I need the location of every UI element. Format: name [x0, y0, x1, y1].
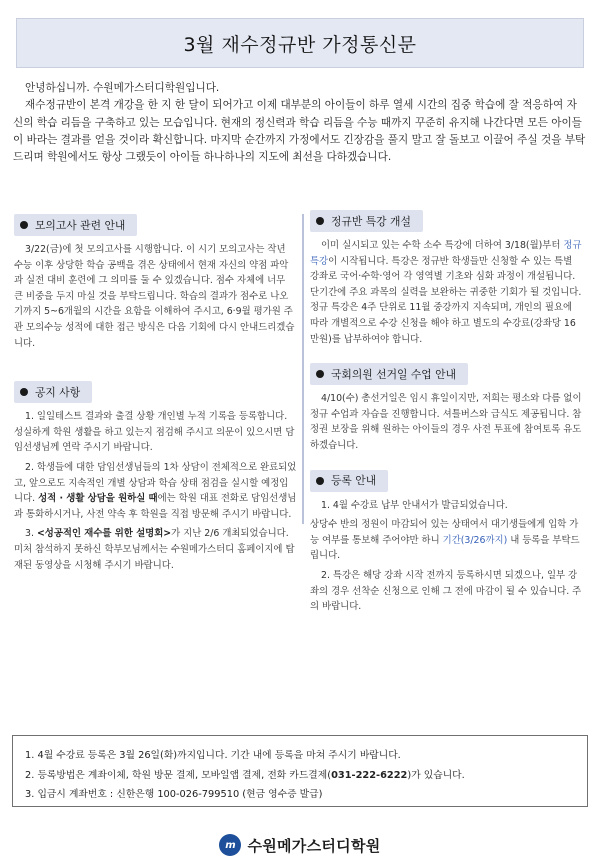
intro-greeting: 안녕하십니까. 수원메가스터디학원입니다. — [25, 82, 220, 94]
mock-exam-body: 3/22(금)에 첫 모의고사를 시행합니다. 이 시기 모의고사는 작년 수능 이후 상당한 학습 공백을 겪은 상태에서 현재 자신의 약점 파악과 실전 대비 훈련에 그 의미를 둘 수 있겠습니다. 점수 자체에 너무 큰 비중을 두지 마실 것을 부탁드립니다. 학습의 결과가 점수로 나오기까지 5~6개월의 시간을 요함을 이해하여 주시고, 6·9월 평가원 주관 모의수능 성적에 대한 접근 방식은 다음 기회에 다시 안내드리겠습니다. — [14, 244, 295, 349]
section-special-lecture — [310, 210, 584, 347]
right-column — [310, 210, 584, 619]
section-heading: 국회의원 선거일 수업 안내 — [310, 363, 468, 385]
phone-number: 031-222-6222 — [331, 769, 408, 781]
logo-icon: m — [219, 834, 241, 856]
section-register — [310, 470, 584, 615]
column-divider — [302, 214, 304, 524]
section-mock-exam — [14, 214, 297, 351]
bullet-icon — [316, 217, 324, 225]
bullet-icon — [20, 221, 28, 229]
section-heading: 정규반 특강 개설 — [310, 210, 423, 232]
payment-line-3: 3. 입금시 계좌번호 : 신한은행 100-026-799510 (현금 영수증 발급) — [25, 789, 323, 801]
bullet-icon — [316, 477, 324, 485]
title-banner — [16, 18, 584, 68]
payment-line-1: 1. 4월 수강료 등록은 3월 26일(화)까지입니다. 기간 내에 등록을 마쳐 주시기 바랍니다. — [25, 750, 401, 761]
section-heading: 공지 사항 — [14, 381, 92, 403]
register-item-1: 1. 4월 수강료 납부 안내서가 발급되었습니다. — [321, 499, 508, 511]
logo-text: 수원메가스터디학원 — [247, 836, 381, 855]
section-election — [310, 363, 584, 453]
notice-item-1: 1. 일일테스트 결과와 출결 상황 개인별 누적 기록을 등록합니다. 성실하게 학원 생활을 하고 있는지 점검해 주시고 의문이 있으시면 담임선생님께 연락 주시기 바랍니다. — [14, 411, 295, 454]
register-item-1-detail: 상당수 반의 정원이 마감되어 있는 상태여서 대기생들에게 입학 가능 여부를 통보해 주어야만 하니 기간(3/26까지) 내 등록을 부탁드립니다. — [310, 519, 580, 562]
academy-logo — [0, 832, 600, 858]
special-lecture-body: 이미 실시되고 있는 수학 소수 특강에 더하여 3/18(월)부터 정규 특강이 시작됩니다. 특강은 정규반 학생들만 신청할 수 있는 특별 강좌로 국어·수학·영어 각 영역별 기초와 심화 과정이 개설됩니다. 단기간에 주요 과목의 실력을 보완하는 귀중한 기회가 될 것입니다. 정규 특강은 4주 단위로 11월 중강까지 지속되며, 개인의 필요에 따라 개별적으로 수강 신청을 해야 하고 별도의 수강료(강좌당 16만원)를 납부하여야 합니다. — [310, 240, 582, 345]
intro-paragraph: 재수정규반이 본격 개강을 한 지 한 달이 되어가고 이제 대부분의 아이들이 하루 열세 시간의 집중 학습에 잘 적응하여 자신의 학습 리듬을 구축하고 있는 모습입니다. 현재의 정신력과 학습 리듬을 수능 때까지 꾸준히 유지해 나간다면 모든 아이들이 바라는 결과를 얻을 것이라 확신합니다. 마지막 순간까지 가정에서도 긴장감을 풀지 말고 잘 돌보고 이끌어 주실 것을 부탁드리며 학원에서도 항상 그랬듯이 아이들 하나하나의 지도에 최선을 다하겠습니다. — [13, 99, 586, 164]
section-heading: 모의고사 관련 안내 — [14, 214, 137, 236]
notice-item-2: 2. 학생들에 대한 담임선생님들의 1차 상담이 전체적으로 완료되었고, 앞으로도 지속적인 개별 상담과 학습 상태 점검을 실시할 예정입니다. 성적 · 생활 상담을 원하실 때에는 학원 대표 전화로 담임선생님과 통화하시거나, 사전 약속 후 학원을 직접 방문해 주시기 바랍니다. — [14, 461, 297, 520]
section-notice — [14, 381, 297, 573]
page-title: 3월 재수정규반 가정통신문 — [183, 33, 417, 56]
election-body: 4/10(수) 총선거일은 임시 휴일이지만, 저희는 평소와 다름 없이 정규 수업과 자습을 진행합니다. 셔틀버스와 급식도 제공됩니다. 참정권 보장을 위해 원하는 아이들의 경우 사전 투표에 참여토록 유도하겠습니다. — [310, 393, 582, 451]
register-item-2: 2. 특강은 해당 강좌 시작 전까지 등록하시면 되겠으나, 일부 강좌의 경우 선착순 신청으로 인해 그 전에 마감이 될 수 있습니다. 주의 바랍니다. — [310, 569, 582, 613]
bullet-icon — [316, 370, 324, 378]
section-heading: 등록 안내 — [310, 470, 388, 492]
payment-line-2: 2. 등록방법은 계좌이체, 학원 방문 결제, 모바일앱 결제, 전화 카드결제(031-222-6222)가 있습니다. — [25, 769, 465, 781]
left-column — [14, 214, 297, 577]
notice-item-3: 3. <성공적인 재수를 위한 설명회>가 지난 2/6 개최되었습니다. 미처 참석하지 못하신 학부모님께서는 수원메가스터디 홈페이지에 탑재된 동영상을 시청해 주시기 바랍니다. — [14, 528, 295, 571]
payment-info-box — [12, 735, 588, 807]
bullet-icon — [20, 388, 28, 396]
intro-text — [13, 80, 587, 166]
